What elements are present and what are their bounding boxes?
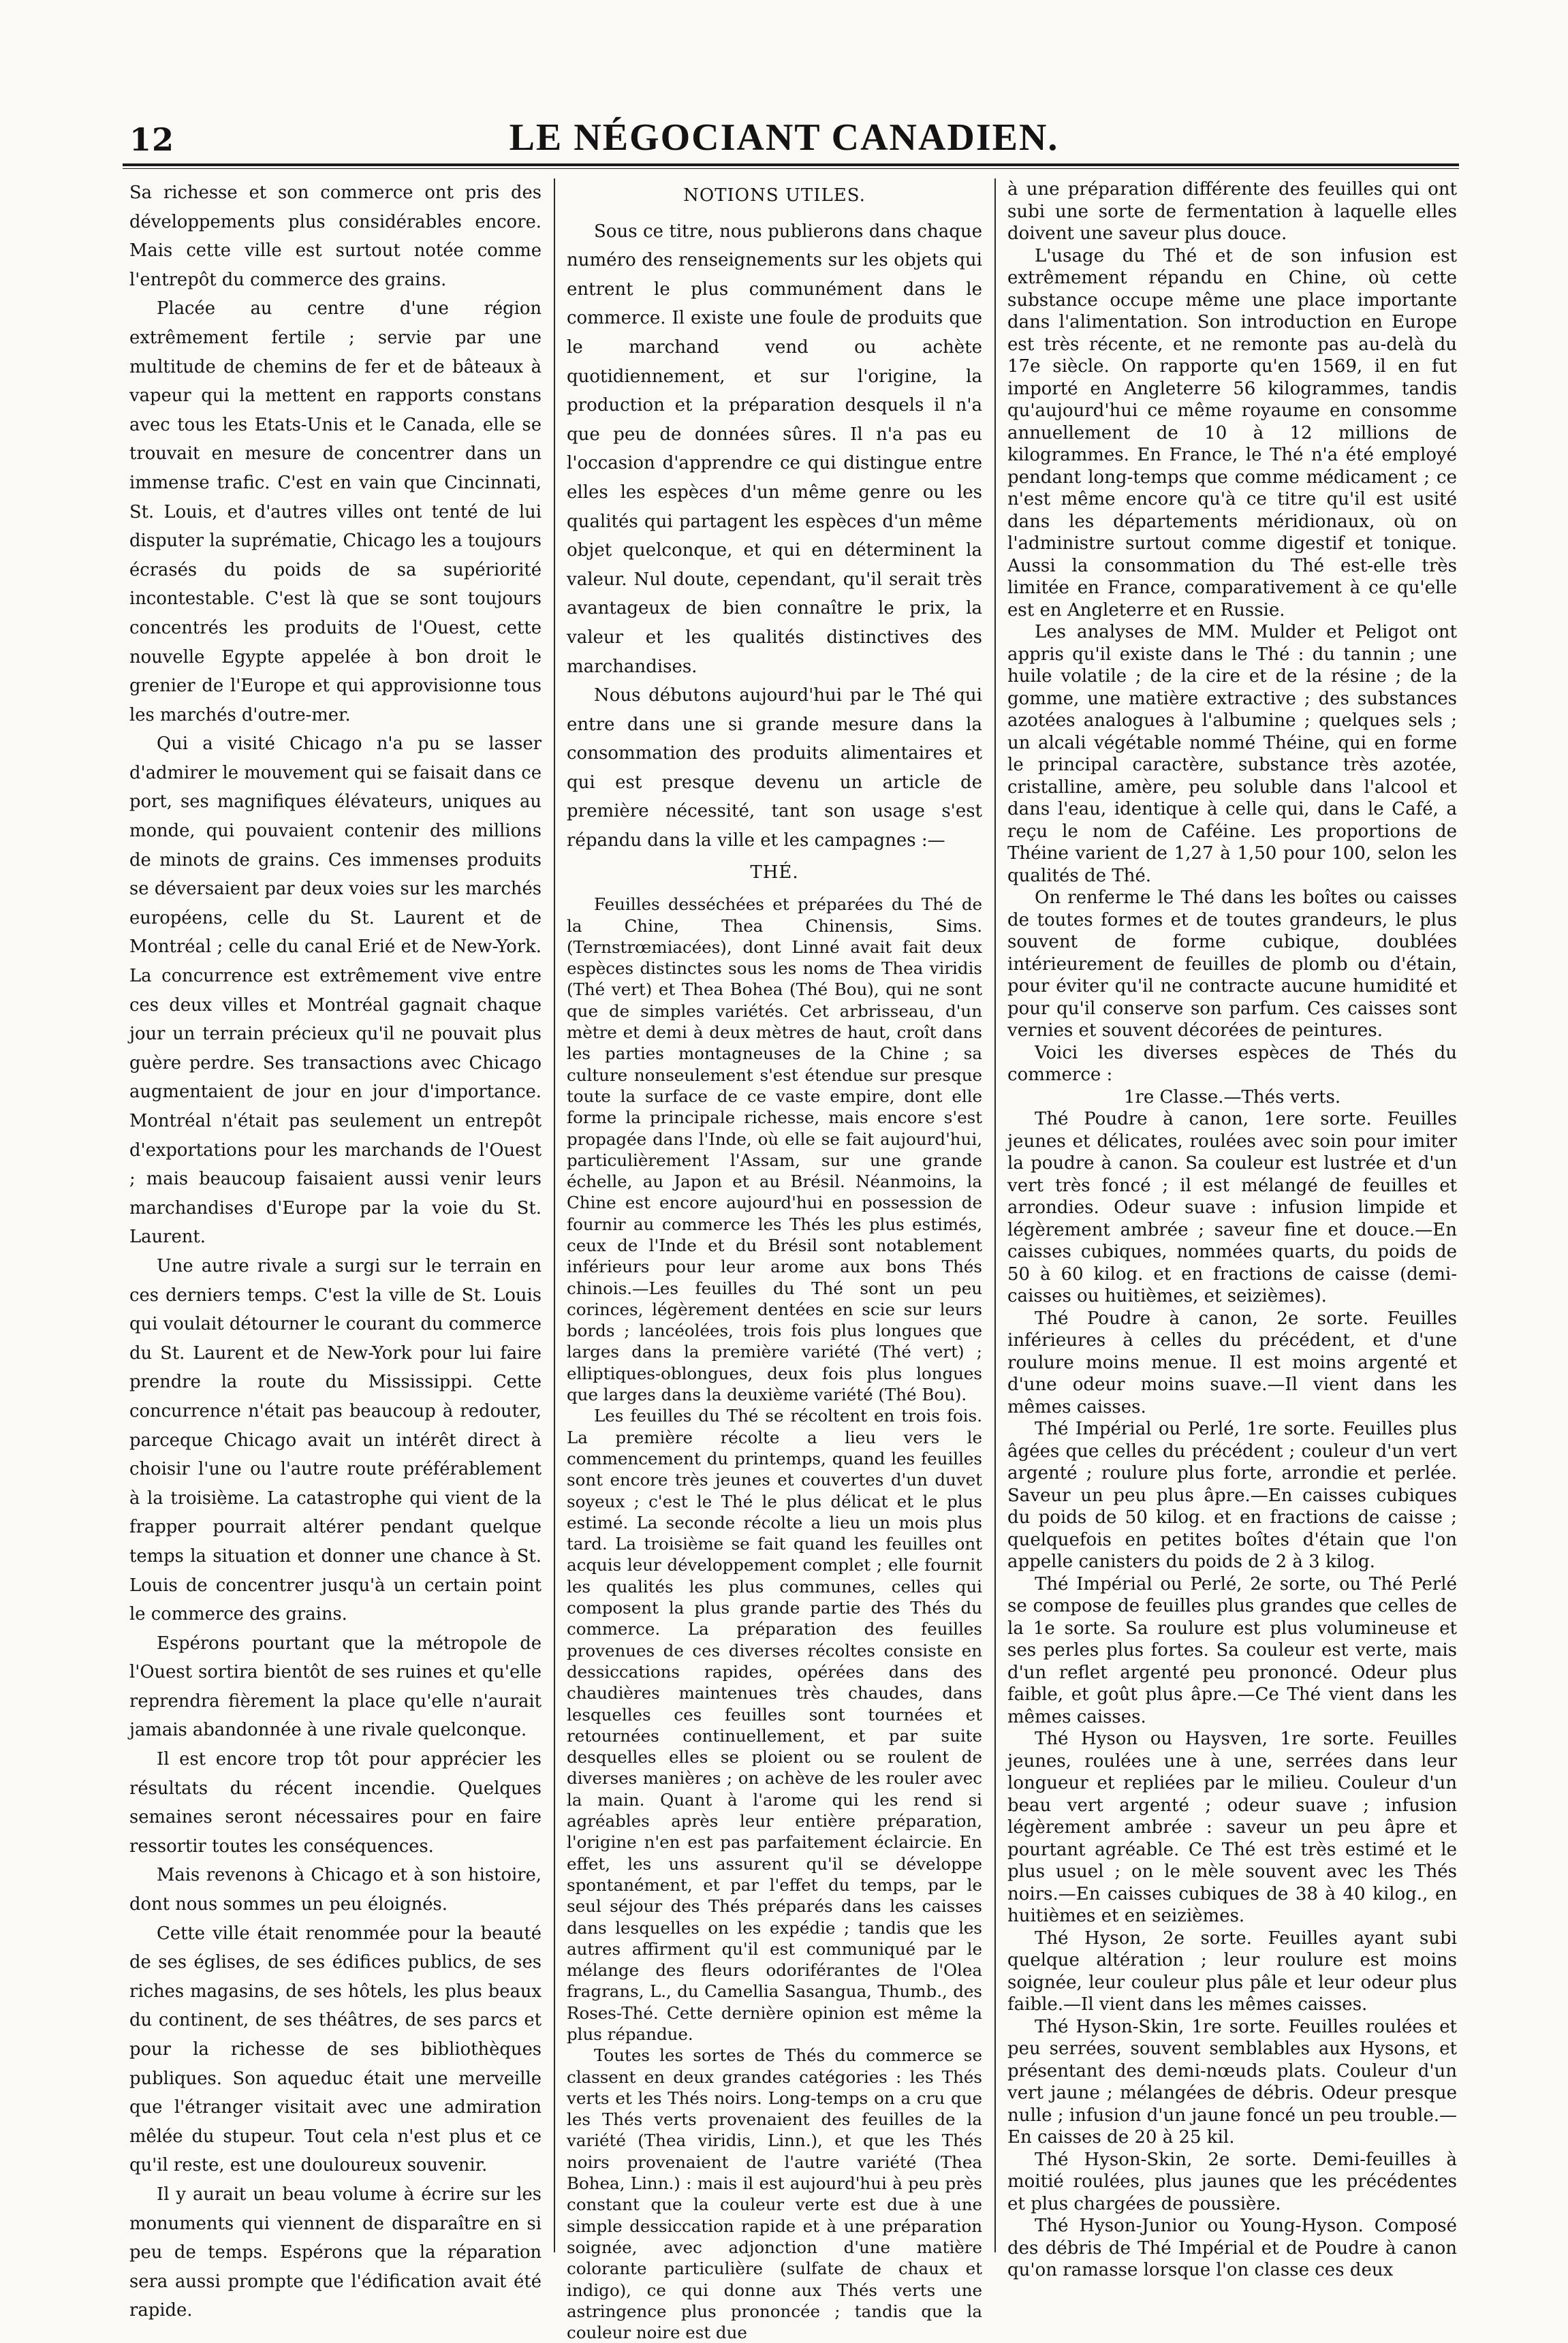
paragraph: Les analyses de MM. Mulder et Peligot ont appris qu'il existe dans le Thé : du tannin ; une huile volatile ; de la cire et de la résine ; de la gomme, une matière extractive ; des substances azotées analogues à l'albumine ; quelques sels ; un alcali végétable nommé Théine, qui en forme le principal caractère, substance très azotée, cristalline, amère, peu soluble dans l'alcool et dans l'eau, identique à celle qui, dans le Café, a reçu le nom de Caféine. Les proportions de Théine varient de 1,27 à 1,50 pour 100, selon les qualités de Thé. — [1007, 622, 1457, 886]
paragraph: Nous débutons aujourd'hui par le Thé qui entre dans une si grande mesure dans la consommation des produits alimentaires et qui est presque devenu un article de première nécessité, tant son usage s'est répandu dans la ville et les campagnes :— — [567, 685, 982, 851]
tea-entry: Thé Impérial ou Perlé, 2e sorte, ou Thé Perlé se compose de feuilles plus grandes que celles de la 1e sorte. Sa roulure est plus volumineuse et ses perles plus fortes. Sa couleur est verte, mais d'un reflet argenté peu prononcé. Odeur plus faible, et goût plus âpre.—Ce Thé vient dans les mêmes caisses. — [1007, 1573, 1457, 1727]
tea-entry: Thé Hyson ou Haysven, 1re sorte. Feuilles jeunes, roulées une à une, serrées dans leur longueur et repliées par le milieu. Couleur d'un beau vert argenté ; odeur suave ; infusion légèrement ambrée : saveur un peu âpre et pourtant agréable. Ce Thé est très estimé et le plus usuel ; on le mèle souvent avec les Thés noirs.—En caisses cubiques de 38 à 40 kilog., en huitièmes et en seizièmes. — [1007, 1729, 1457, 1926]
paragraph: Mais revenons à Chicago et à son histoire, dont nous sommes un peu éloignés. — [129, 1865, 542, 1915]
paragraph: à une préparation différente des feuilles qui ont subi une sorte de fermentation à laquelle elles doivent une saveur plus douce. — [1007, 179, 1457, 244]
tea-entry: Thé Poudre à canon, 2e sorte. Feuilles inférieures à celles du précédent, et d'une roulure moins menue. Il est moins argenté et d'une odeur moins suave.—Il vient dans les mêmes caisses. — [1007, 1308, 1457, 1417]
tea-entry: Thé Hyson-Skin, 1re sorte. Feuilles roulées et peu serrées, souvent semblables aux Hysons, et présentant des demi-nœuds plats. Couleur d'un vert jaune ; mélangées de débris. Odeur presque nulle ; infusion d'un jaune foncé un peu trouble.—En caisses de 20 à 25 kil. — [1007, 2016, 1457, 2148]
header-rule — [123, 163, 1459, 169]
masthead-title: LE NÉGOCIANT CANADIEN. — [509, 116, 1059, 159]
column-divider — [554, 178, 555, 2252]
subheading-the: THÉ. — [750, 862, 799, 883]
paragraph: Voici les diverses espèces de Thés du commerce : — [1007, 1042, 1457, 1085]
paragraph: Cette ville était renommée pour la beauté de ses églises, de ses édifices publics, de ses riches magasins, de ses hôtels, les plus beaux du continent, de ses théâtres, de ses parcs et pour la richesse de ses bibliothèques publiques. Son aqueduc était une merveille que l'étranger visitait avec une admiration mêlée du stupeur. Tout cela n'est plus et ce qu'il reste, est une douloureux souvenir. — [129, 1923, 542, 2176]
page-number: 12 — [129, 121, 175, 158]
tea-entry: Thé Poudre à canon, 1ere sorte. Feuilles jeunes et délicates, roulées avec soin pour imiter la poudre à canon. Sa couleur est lustrée et d'un vert très foncé ; il est mélangé de feuilles et arrondies. Odeur suave : infusion limpide et légèrement ambrée ; saveur fine et douce.—En caisses cubiques, nommées quarts, du poids de 50 à 60 kilog. et en fractions de caisse (demi-caisses ou huitièmes, et seizièmes). — [1007, 1109, 1457, 1306]
column-divider — [994, 178, 996, 2252]
paragraph: L'usage du Thé et de son infusion est extrêmement répandu en Chine, où cette substance occupe même une place importante dans l'alimentation. Son introduction en Europe est très récente, et ne remonte pas au-delà du 17e siècle. On rapporte qu'en 1569, il en fut importé en Angleterre 56 kilogrammes, tandis qu'aujourd'hui ce même royaume en consomme annuellement de 10 à 12 millions de kilogrammes. En France, le Thé n'a été employé pendant long-temps que comme médicament ; ce n'est même encore qu'à ce titre qu'il est usité dans les départements méridionaux, où on l'administre surtout comme digestif et tonique. Aussi la consommation du Thé est-elle très limitée en France, comparativement à ce qu'elle est en Angleterre et en Russie. — [1007, 245, 1457, 620]
paragraph: Il y aurait un beau volume à écrire sur les monuments qui viennent de disparaître en si peu de temps. Espérons que la réparation sera aussi prompte que l'édification avait été rapide. — [129, 2184, 542, 2321]
paragraph: Toutes les sortes de Thés du commerce se classent en deux grandes catégories : les Thés verts et les Thés noirs. Long-temps on a cru que les Thés verts provenaient des feuilles de la variété (Thea viridis, Linn.), et que les Thés noirs provenaient de l'autre variété (Thea Bohea, Linn.) : mais il est aujourd'hui à peu près constant que la couleur verte est due à une simple dessiccation rapide et à une préparation soignée, avec adjonction d'une matière colorante particulière (sulfate de chaux et indigo), ce qui donne aux Thés verts une astringence plus prononcée ; tandis que la couleur noire est due — [567, 2045, 982, 2343]
tea-entry: Thé Hyson-Junior ou Young-Hyson. Composé des débris de Thé Impérial et de Poudre à canon qu'on ramasse lorsque l'on classe ces deux — [1007, 2216, 1457, 2280]
paragraph: Une autre rivale a surgi sur le terrain en ces derniers temps. C'est la ville de St. Louis qui voulait détourner le courant du commerce du St. Laurent et de New-York pour lui faire prendre la route du Mississippi. Cette concurrence n'était pas beaucoup à redouter, parceque Chicago avait un intérêt direct à choisir l'une ou l'autre route préférablement à la troisième. La catastrophe qui vient de la frapper pourrait altérer pendant quelque temps la situation et donner une chance à St. Louis de concentrer jusqu'à un certain point le commerce des grains. — [129, 1255, 542, 1625]
paragraph: Feuilles desséchées et préparées du Thé de la Chine, Thea Chinensis, Sims. (Ternstrœmiacées), dont Linné avait fait deux espèces distinctes sous les noms de Thea viridis (Thé vert) et Thea Bohea (Thé Bou), qui ne sont que de simples variétés. Cet arbrisseau, d'un mètre et demi à deux mètres de haut, croît dans les parties montagneuses de la Chine ; sa culture nonseulement s'est étendue sur presque toute la surface de ce vaste empire, dont elle forme la principale richesse, mais encore s'est propagée dans l'Inde, où elle se fait aujourd'hui, particulièrement l'Assam, sur une grande échelle, au Japon et au Brésil. Néanmoins, la Chine est encore aujourd'hui en possession de fournir au commerce les Thés les plus estimés, ceux de l'Inde et du Brésil sont notablement inférieurs pour leur arome aux bons Thés chinois.—Les feuilles du Thé sont un peu corinces, légèrement dentées en scie sur leurs bords ; lancéolées, trois fois plus longues que larges dans la première variété (Thé vert) ; elliptiques-oblongues, deux fois plus longues que larges dans la deuxième variété (Thé Bou). — [567, 894, 982, 1405]
column-chicago-article — [129, 178, 542, 2321]
tea-entry: Thé Impérial ou Perlé, 1re sorte. Feuilles plus âgées que celles du précédent ; couleur d'un vert argenté ; roulure plus forte, arrondie et perlée. Saveur un peu plus âpre.—En caisses cubiques du poids de 50 kilog. et en fractions de caisse ; quelquefois en petites boîtes d'étain que l'on appelle canisters du poids de 2 à 3 kilog. — [1007, 1419, 1457, 1572]
tea-entry: Thé Hyson-Skin, 2e sorte. Demi-feuilles à moitié roulées, plus jaunes que les précédentes et plus chargées de poussière. — [1007, 2149, 1457, 2214]
paragraph: Espérons pourtant que la métropole de l'Ouest sortira bientôt de ses ruines et qu'elle reprendra fièrement la place qu'elle n'aurait jamais abandonnée à une rivale quelconque. — [129, 1633, 542, 1741]
paragraph: Les feuilles du Thé se récoltent en trois fois. La première récolte a lieu vers le commencement du printemps, quand les feuilles sont encore très jeunes et couvertes d'un duvet soyeux ; c'est le Thé le plus délicat et le plus estimé. La seconde récolte a lieu un mois plus tard. La troisième se fait quand les feuilles ont acquis leur développement complet ; elle fournit les qualités les plus communes, celles qui composent la plus grande partie des Thés du commerce. La préparation des feuilles provenues de ces diverses récoltes consiste en dessiccations rapides, opérées dans des chaudières maintenues très chaudes, dans lesquelles ces feuilles sont tournées et retournées continuellement, et par suite desquelles elles se ploient ou se roulent de diverses manières ; on achève de les rouler avec la main. Quant à l'arome qui les rend si agréables après leur entière préparation, l'origine n'en est pas parfaitement éclaircie. En effet, les uns assurent qu'il se développe spontanément, et par l'effet du temps, par le seul séjour des Thés préparés dans les caisses dans lesquelles on les expédie ; tandis que les autres affirment qu'il est communiqué par le mélange des fleurs odoriférantes de l'Olea fragrans, L., du Camellia Sasangua, Thumb., des Roses-Thé. Cette dernière opinion est même la plus répandue. — [567, 1406, 982, 2044]
column-the-continued — [1007, 178, 1457, 2280]
paragraph: On renferme le Thé dans les boîtes ou caisses de toutes formes et de toutes grandeurs, le plus souvent de forme cubique, doublées intérieurement de feuilles de plomb ou d'étain, pour éviter qu'il ne contracte aucune humidité et pour qu'il conserve son parfum. Ces caisses sont vernies et souvent décorées de peintures. — [1007, 887, 1457, 1041]
paragraph: Sa richesse et son commerce ont pris des développements plus considérables encore. Mais cette ville est surtout notée comme l'entrepôt du commerce des grains. — [129, 183, 542, 290]
tea-entry: Thé Hyson, 2e sorte. Feuilles ayant subi quelque altération ; leur roulure est moins soignée, leur couleur plus pâle et leur odeur plus faible.—Il vient dans les mêmes caisses. — [1007, 1928, 1457, 2015]
section-heading: NOTIONS UTILES. — [683, 185, 866, 206]
paragraph: Il est encore trop tôt pour apprécier les résultats du récent incendie. Quelques semaines seront nécessaires pour en faire ressortir toutes les conséquences. — [129, 1749, 542, 1857]
paragraph: Placée au centre d'une région extrêmement fertile ; servie par une multitude de chemins de fer et de bâteaux à vapeur qui la mettent en rapports constans avec tous les Etats-Unis et le Canada, elle se trouvait en mesure de concentrer dans un immense trafic. C'est en vain que Cincinnati, St. Louis, et d'autres villes ont tenté de lui disputer la suprématie, Chicago les a toujours écrasés du poids de sa supériorité incontestable. C'est là que se sont toujours concentrés les produits de l'Ouest, cette nouvelle Egypte appelée à bon droit le grenier de l'Europe et qui approvisionne tous les marchés d'outre-mer. — [129, 298, 542, 725]
class-heading: 1re Classe.—Thés verts. — [1123, 1086, 1341, 1107]
paragraph: Qui a visité Chicago n'a pu se lasser d'admirer le mouvement qui se faisait dans ce port, ses magnifiques élévateurs, uniques au monde, qui pouvaient contenir des millions de minots de grains. Ces immenses produits se déversaient par deux voies sur les marchés européens, celle du St. Laurent et de Montréal ; celle du canal Erié et de New-York. La concurrence est extrêmement vive entre ces deux villes et Montréal gagnait chaque jour un terrain précieux qu'il ne pouvait plus guère perdre. Ses transactions avec Chicago augmentaient de jour en jour d'importance. Montréal n'était pas seulement un entrepôt d'exportations pour les marchands de l'Ouest ; mais beaucoup faisaient aussi venir leurs marchandises d'Europe par la voie du St. Laurent. — [129, 734, 542, 1248]
column-notions-utiles — [567, 178, 982, 2343]
paragraph: Sous ce titre, nous publierons dans chaque numéro des renseignements sur les objets qui entrent le plus communément dans le commerce. Il existe une foule de produits que le marchand vend ou achète quotidiennement, et sur l'origine, la production et la préparation desquels il n'a que peu de données sûres. Il n'a pas eu l'occasion d'apprendre ce qui distingue entre elles les espèces d'un même genre ou les qualités qui partagent les espèces d'un même objet quelconque, et qui en déterminent la valeur. Nul doute, cependant, qu'il serait très avantageux de bien connaître le prix, la valeur et les qualités distinctives des marchandises. — [567, 221, 982, 677]
